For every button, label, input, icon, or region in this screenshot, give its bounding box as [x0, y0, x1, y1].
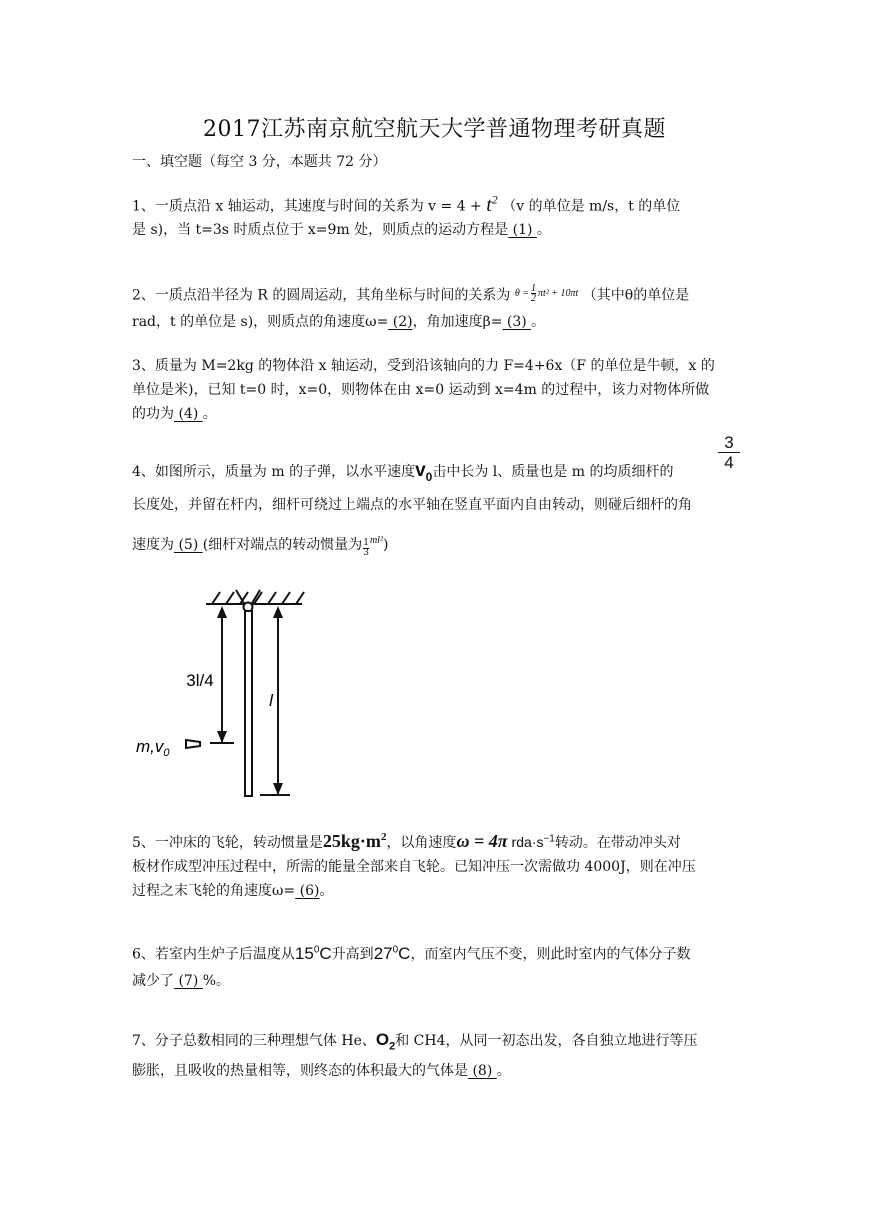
q7-o2	[375, 1030, 396, 1053]
q6-temp-1	[295, 944, 332, 963]
q4-frac-num: 3	[718, 433, 740, 453]
q2-text-e: 。	[531, 314, 546, 330]
q7-text-c: 膨胀，且吸收的热量相等，则终态的体积最大的气体是	[132, 1063, 468, 1079]
q4-text-a: 4、如图所示，质量为 m 的子弹，以水平速度	[132, 464, 416, 480]
q5-omega-unit-exp: −1	[543, 833, 555, 845]
q6-temp-2-value: 27	[373, 943, 393, 963]
q5-inertia-exp: 2	[380, 831, 387, 843]
q6-text-e: %。	[202, 973, 231, 989]
q5-inertia-value: 25kg·m	[322, 831, 381, 851]
q1-t: t	[486, 193, 492, 216]
q5-inertia	[323, 831, 387, 851]
q5-text-a: 5、一冲床的飞轮，转动惯量是	[132, 835, 323, 851]
q6-temp-1-unit: C	[319, 943, 332, 963]
q4-v: v	[415, 460, 426, 481]
q6-text-c: ，而室内气压不变，则此时室内的气体分子数	[410, 946, 691, 963]
section-heading: 一、填空题（每空 3 分，本题共 72 分）	[132, 154, 387, 170]
q1-t-squared	[486, 194, 498, 216]
question-5-line-1	[132, 828, 742, 852]
answer-blank-4: (4)	[174, 406, 203, 422]
label-mv-sub: 0	[163, 747, 170, 759]
q6-text-d: 减少了	[132, 973, 174, 989]
q4-inertia-den: 3	[363, 548, 369, 558]
q5-omega-unit	[512, 834, 555, 850]
question-4-line-3	[132, 532, 742, 558]
q4-v-sub: 0	[425, 469, 433, 484]
q2-text-b: （其中θ的单位是	[582, 287, 690, 304]
label-3l4: 3l/4	[186, 671, 214, 690]
q1-text-c: 是 s)，当 t=3s 时质点位于 x=9m 处，则质点的运动方程是	[132, 222, 509, 238]
q6-temp-2-unit: C	[398, 943, 411, 963]
question-1-line-1	[132, 190, 742, 216]
q2-formula	[515, 284, 579, 303]
answer-blank-2: (2)	[388, 314, 413, 330]
question-7-line-2	[132, 1062, 742, 1080]
q4-text-e: )	[382, 537, 389, 553]
answer-blank-6: (6)	[295, 883, 320, 899]
question-3-line-2: 单位是米)，已知 t=0 时，x=0，则物体在由 x=0 运动到 x=4m 的过程中，该力对物体所做	[132, 382, 710, 398]
q7-text-b: 和 CH4，从同一初态出发，各自独立地进行等压	[395, 1033, 698, 1049]
q7-text-a: 7、分子总数相同的三种理想气体 He、	[132, 1033, 376, 1049]
q6-temp-1-value: 15	[294, 943, 314, 963]
q4-inertia-num: 1	[363, 538, 369, 548]
q2-frac-num: 1	[530, 283, 536, 294]
q7-text-d: 。	[496, 1063, 511, 1079]
q5-text-e: 。	[319, 883, 334, 899]
q6-text-a: 6、若室内生炉子后温度从	[132, 946, 295, 963]
answer-blank-1: (1)	[508, 222, 537, 238]
q5-text-c: 转动。在带动冲头对	[554, 835, 681, 851]
question-2-line-2	[132, 313, 742, 331]
q6-temp-2	[374, 944, 411, 963]
question-3-line-1: 3、质量为 M=2kg 的物体沿 x 轴运动，受到沿该轴向的力 F=4+6x（F 的单位是牛顿，x 的	[132, 358, 715, 374]
q2-formula-lhs: θ =	[514, 287, 529, 299]
q2-frac-den: 2	[530, 293, 536, 304]
q6-temp-2-deg: 0	[392, 944, 399, 955]
question-6-line-2	[132, 972, 742, 990]
answer-blank-5: (5)	[174, 537, 203, 553]
answer-blank-7: (7)	[174, 973, 203, 989]
q2-text-c: rad，t 的单位是 s)，则质点的角速度ω=	[132, 314, 389, 330]
question-5-line-3	[132, 882, 742, 900]
question-5-line-2: 板材作成型冲压过程中，所需的能量全部来自飞轮。已知冲压一次需做功 4000J，则在冲压	[132, 859, 696, 875]
question-1-line-2	[132, 221, 742, 239]
q4-text-d: (细杆对端点的转动惯量为	[202, 537, 363, 553]
question-6-line-1	[132, 941, 742, 964]
q7-o-sub: 2	[389, 1040, 396, 1053]
q1-text-b: （v 的单位是 m/s，t 的单位	[502, 198, 681, 215]
question-4-line-2: 长度处，并留在杆内，细杆可绕过上端点的水平轴在竖直平面内自由转动，则碰后细杆的角	[132, 497, 692, 513]
q6-text-b: 升高到	[331, 946, 374, 963]
q4-v0	[415, 460, 433, 484]
q1-text-a: 1、一质点沿 x 轴运动，其速度与时间的关系为 v = 4 +	[132, 198, 482, 215]
q2-text-a: 2、一质点沿半径为 R 的圆周运动，其角坐标与时间的关系为	[132, 287, 511, 304]
rod	[245, 611, 252, 796]
answer-blank-3: (3)	[502, 314, 532, 330]
answer-blank-8: (8)	[468, 1063, 497, 1079]
q4-text-c: 速度为	[132, 537, 174, 553]
question-4-line-1	[132, 462, 722, 486]
q3-text-a: 的功为	[132, 406, 174, 422]
q1-t-exp: 2	[491, 192, 498, 206]
q5-text-d: 过程之末飞轮的角速度ω=	[132, 883, 296, 899]
q5-text-b: ，以角速度	[386, 835, 457, 851]
q4-frac-den: 4	[724, 453, 734, 472]
label-mv-main: m,v	[136, 737, 164, 756]
label-mv	[136, 737, 170, 759]
q2-formula-frac	[531, 284, 536, 303]
question-2-line-1	[132, 284, 742, 305]
q2-formula-rhs: πt² + 10πt	[537, 287, 579, 299]
q6-temp-1-deg: 0	[313, 944, 320, 955]
rod-bullet-figure	[130, 580, 330, 810]
q4-text-b: 击中长为 l、质量也是 m 的均质细杆的	[432, 464, 674, 480]
q5-omega-unit-main: rda·s	[511, 834, 544, 850]
q7-o: O	[375, 1030, 390, 1049]
question-3-line-3	[132, 405, 742, 423]
question-7-line-1	[132, 1031, 742, 1055]
bullet	[186, 740, 200, 748]
q4-inertia-expr: ml²	[369, 535, 383, 546]
page-title: 2017江苏南京航空航天大学普通物理考研真题	[203, 117, 666, 142]
q2-text-d: ，角加速度β=	[412, 314, 503, 330]
label-l: l	[269, 691, 273, 710]
q3-text-b: 。	[202, 406, 217, 422]
q5-omega: ω = 4π	[456, 831, 508, 851]
q4-inertia-frac	[363, 539, 369, 558]
q1-text-d: 。	[536, 222, 551, 238]
